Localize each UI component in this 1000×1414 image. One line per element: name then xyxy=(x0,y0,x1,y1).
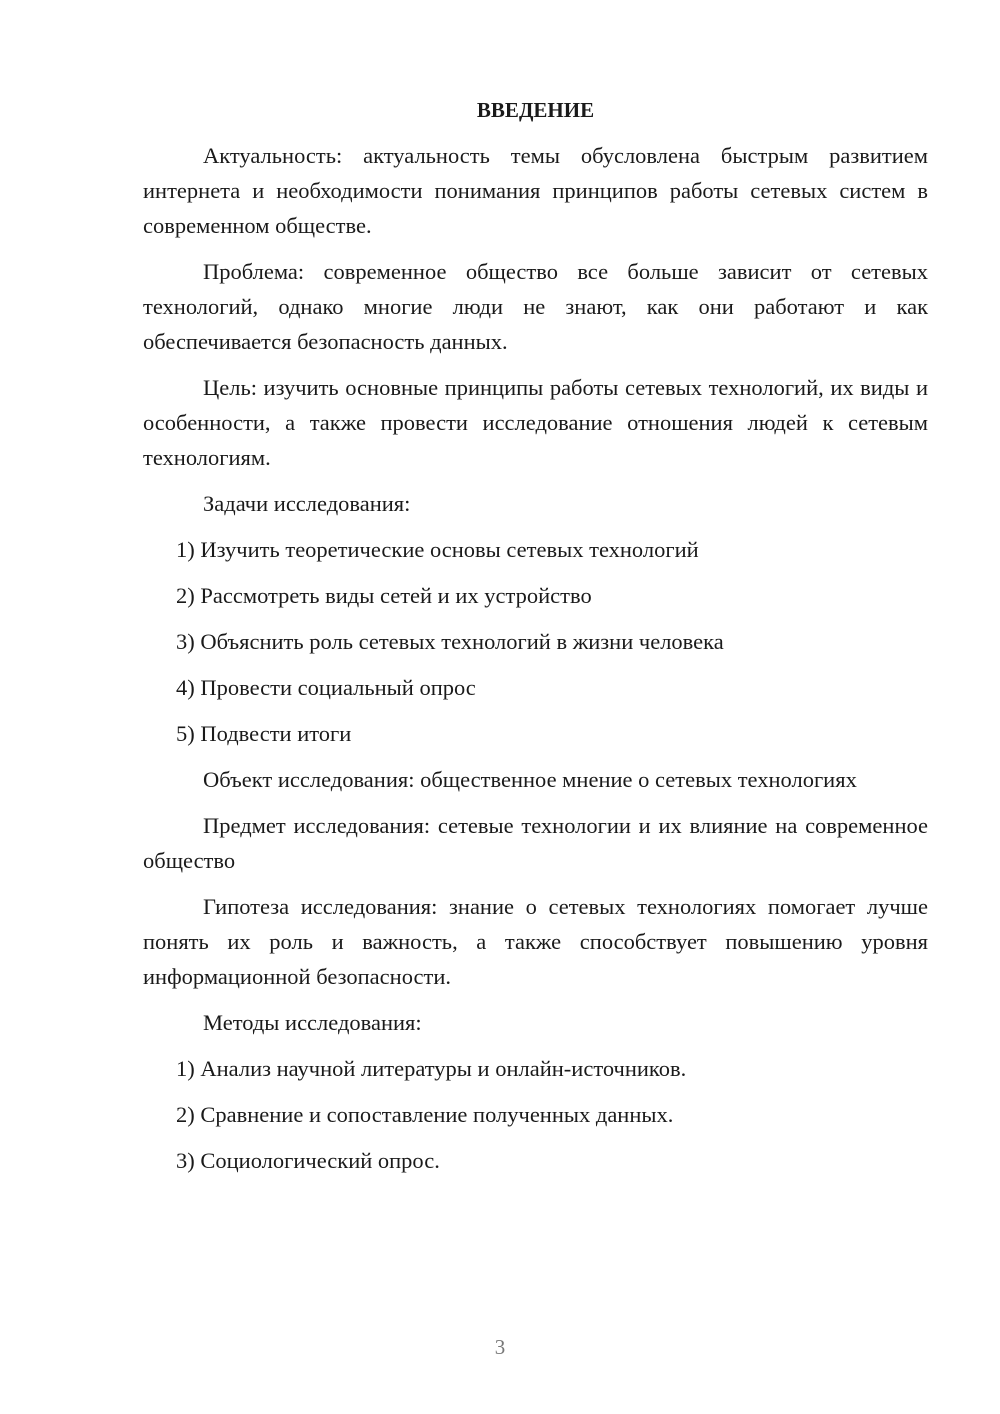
list-item: 2) Сравнение и сопоставление полученных данных. xyxy=(176,1102,674,1127)
methods-list xyxy=(143,1051,928,1178)
document-body xyxy=(143,92,928,1189)
list-item: 1) Анализ научной литературы и онлайн-источников. xyxy=(176,1056,687,1081)
list-item: 3) Объяснить роль сетевых технологий в жизни человека xyxy=(176,629,724,654)
tasks-list xyxy=(143,532,928,751)
tasks-heading: Задачи исследования: xyxy=(203,491,411,516)
page-number: 3 xyxy=(494,1335,506,1359)
list-item: 4) Провести социальный опрос xyxy=(176,675,476,700)
relevance-paragraph: Актуальность: актуальность темы обусловлена быстрым развитием интернета и необходимости понимания принципов работы сетевых систем в современном обществе. xyxy=(143,143,928,238)
list-item: 1) Изучить теоретические основы сетевых технологий xyxy=(176,537,699,562)
section-title: ВВЕДЕНИЕ xyxy=(476,98,595,122)
subject-paragraph: Предмет исследования: сетевые технологии и их влияние на современное общество xyxy=(143,813,928,873)
hypothesis-paragraph: Гипотеза исследования: знание о сетевых технологиях помогает лучше понять их роль и важность, а также способствует повышению уровня информационной безопасности. xyxy=(143,894,928,989)
list-item: 2) Рассмотреть виды сетей и их устройство xyxy=(176,583,592,608)
list-item: 3) Социологический опрос. xyxy=(176,1148,440,1173)
goal-paragraph: Цель: изучить основные принципы работы сетевых технологий, их виды и особенности, а также провести исследование отношения людей к сетевым технологиям. xyxy=(143,375,928,470)
problem-paragraph: Проблема: современное общество все больше зависит от сетевых технологий, однако многие люди не знают, как они работают и как обеспечивается безопасность данных. xyxy=(143,259,928,354)
methods-heading: Методы исследования: xyxy=(203,1010,422,1035)
list-item: 5) Подвести итоги xyxy=(176,721,352,746)
object-paragraph: Объект исследования: общественное мнение о сетевых технологиях xyxy=(203,767,857,792)
